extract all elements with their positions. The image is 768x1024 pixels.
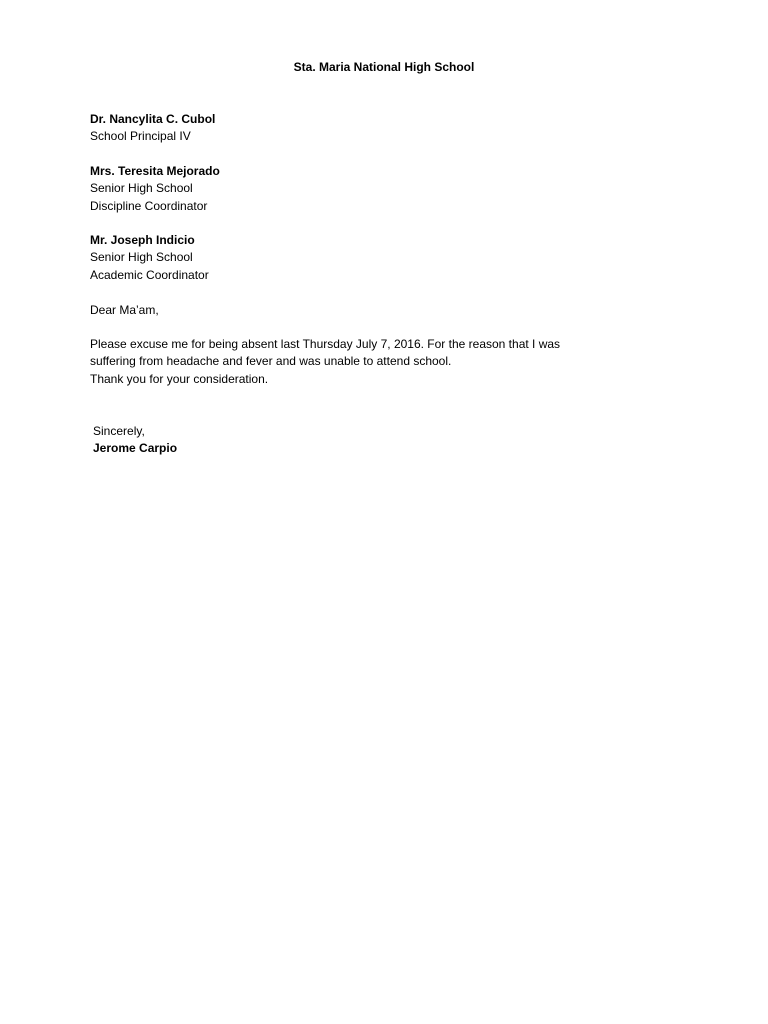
salutation: Dear Ma’am,	[90, 303, 159, 317]
recipient-title: Discipline Coordinator	[90, 198, 208, 213]
recipient-title: Academic Coordinator	[90, 267, 209, 282]
school-name-heading: Sta. Maria National High School	[293, 60, 475, 74]
recipient-title: Senior High School	[90, 250, 193, 265]
signature-name: Jerome Carpio	[93, 441, 178, 456]
letter-body	[90, 336, 560, 388]
recipient-name: Mr. Joseph Indicio	[90, 233, 195, 247]
recipient-name: Dr. Nancylita C. Cubol	[90, 112, 216, 126]
recipient-name: Mrs. Teresita Mejorado	[90, 164, 220, 178]
recipient-academic-coordinator	[90, 232, 209, 284]
body-line: Please excuse me for being absent last Thursday July 7, 2016. For the reason that I was	[90, 337, 561, 351]
recipient-principal	[90, 111, 215, 146]
body-line: suffering from headache and fever and was unable to attend school.	[90, 354, 452, 369]
recipient-discipline-coordinator	[90, 163, 220, 215]
closing-block	[93, 423, 177, 458]
recipient-title: School Principal IV	[90, 129, 191, 144]
body-line: Thank you for your consideration.	[90, 371, 269, 386]
closing-text: Sincerely,	[93, 424, 145, 438]
recipient-title: Senior High School	[90, 181, 193, 196]
